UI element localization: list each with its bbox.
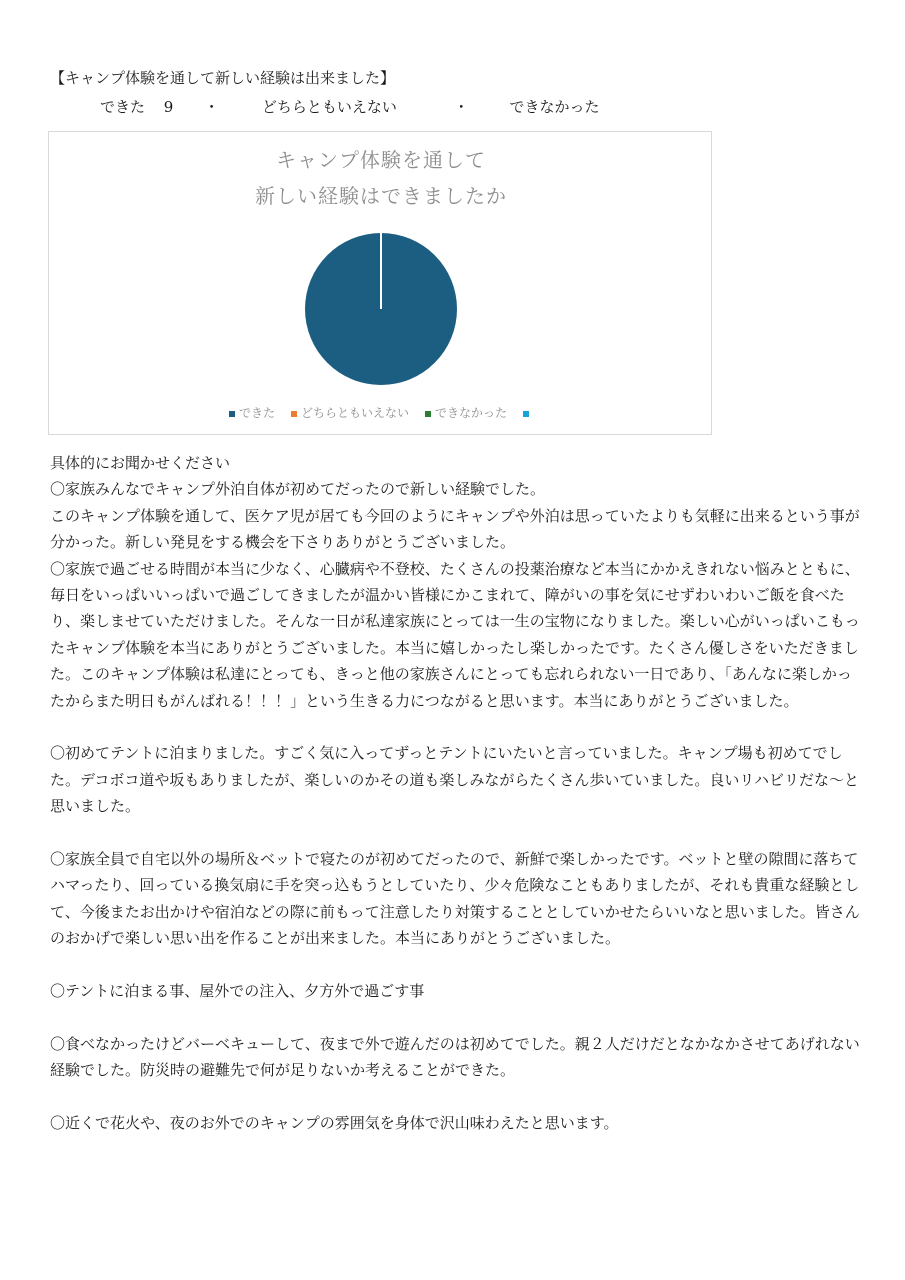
paragraph-gap bbox=[50, 714, 862, 740]
paragraph-gap bbox=[50, 1084, 862, 1110]
response-paragraph: このキャンプ体験を通して、医ケア児が居ても今回のようにキャンプや外泊は思っていたよりも気軽に出来るという事が分かった。新しい発見をする機会を下さりありがとうございました。 bbox=[50, 506, 860, 552]
legend-swatch bbox=[523, 411, 529, 417]
pie-chart bbox=[48, 131, 712, 435]
answer-no-label: できなかった bbox=[509, 98, 600, 116]
legend-entry bbox=[291, 404, 409, 421]
response-paragraph: 〇家族全員で自宅以外の場所＆ベットで寝たのが初めてだったので、新鮮で楽しかったです。ベットと壁の隙間に落ちてハマったり、回っている換気扇に手を突っ込もうとしていたり、少々危険なこともありましたが、それも貴重な経験として、今後またお出かけや宿泊などの際に前もって注意したり対策することとしていかせたらいいなと思いました。皆さんのおかげで楽しい思い出を作ることが出来ました。本当にありがとうございました。 bbox=[50, 850, 860, 948]
response-paragraph: 〇近くで花火や、夜のお外でのキャンプの雰囲気を身体で沢山味わえたと思います。 bbox=[50, 1114, 619, 1133]
answer-separator: ・ bbox=[204, 98, 220, 116]
details-prompt: 具体的にお聞かせください bbox=[50, 454, 231, 472]
chart-title-line-2: 新しい経験はできましたか bbox=[255, 184, 507, 208]
legend-swatch bbox=[425, 411, 431, 417]
answer-tally bbox=[100, 95, 600, 119]
response-paragraph: 〇食べなかったけどバーベキューして、夜まで外で遊んだのは初めてでした。親２人だけだとなかなかさせてあげれない経験でした。防災時の避難先で何が足りないか考えることができた。 bbox=[50, 1034, 860, 1080]
question-heading: 【キャンプ体験を通して新しい経験は出来ました】 bbox=[50, 69, 396, 87]
answer-neutral-label: どちらともいえない bbox=[261, 98, 397, 116]
chart-legend bbox=[49, 404, 713, 421]
pie-chart-plot bbox=[49, 132, 713, 436]
paragraph-gap bbox=[50, 820, 862, 846]
response-paragraph: 〇テントに泊まる事、屋外での注入、夕方外で過ごす事 bbox=[50, 982, 425, 1001]
response-paragraph: 〇家族みんなでキャンプ外泊自体が初めてだったので新しい経験でした。 bbox=[50, 480, 546, 499]
legend-entry bbox=[229, 404, 275, 421]
legend-swatch bbox=[291, 411, 297, 417]
answer-separator: ・ bbox=[453, 98, 469, 116]
response-paragraph: 〇家族で過ごせる時間が本当に少なく、心臓病や不登校、たくさんの投薬治療など本当にかかえきれない悩みとともに、毎日をいっぱいいっぱいで過ごしてきましたが温かい皆様にかこまれて、障がいの事を気にせずわいわいご飯を食べたり、楽しませていただけました。そんな一日が私達家族にとっては一生の宝物になりました。楽しい心がいっぱいこもったキャンプ体験を本当にありがとうございました。本当に嬉しかったし楽しかったです。たくさん優しさをいただきました。このキャンプ体験は私達にとっても、きっと他の家族さんにとっても忘れられない一日であり、「あんなに楽しかったからまた明日もがんばれる！！！」という生きる力につながると思います。本当にありがとうございました。 bbox=[50, 559, 860, 710]
legend-label: できなかった bbox=[435, 406, 508, 420]
paragraph-gap bbox=[50, 1004, 862, 1030]
chart-title-line-1: キャンプ体験を通して bbox=[276, 148, 486, 172]
paragraph-gap bbox=[50, 952, 862, 978]
response-paragraph: 〇初めてテントに泊まりました。すごく気に入ってずっとテントにいたいと言っていました。キャンプ場も初めてでした。デコボコ道や坂もありましたが、楽しいのかその道も楽しみながらたくさん歩いていました。良いリハビリだな～と思いました。 bbox=[50, 744, 859, 816]
legend-entry bbox=[425, 404, 507, 421]
legend-label: できた bbox=[238, 406, 275, 420]
answer-yes-count: 9 bbox=[163, 98, 174, 116]
answer-yes-label: できた bbox=[100, 98, 146, 116]
response-details bbox=[50, 450, 862, 1136]
legend-swatch bbox=[229, 411, 235, 417]
legend-label: どちらともいえない bbox=[300, 406, 409, 420]
legend-entry bbox=[523, 406, 533, 420]
